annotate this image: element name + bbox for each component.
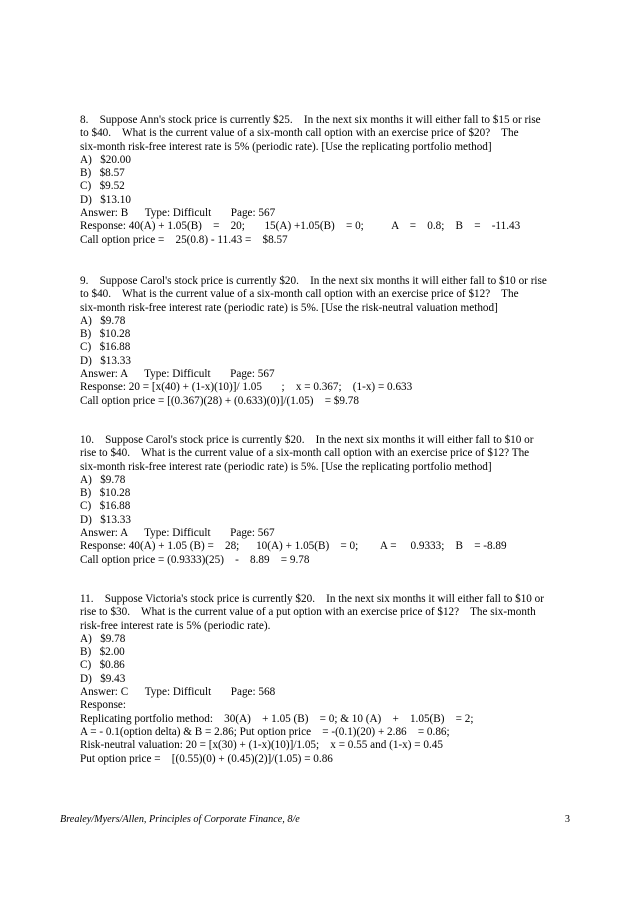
answer-line: Answer: A Type: Difficult Page: 567	[80, 527, 275, 540]
choice-d: D) $9.43	[80, 672, 126, 685]
question-text-line: six-month risk-free interest rate (periodic rate) is 5%. [Use the risk-neutral valuation method]	[80, 301, 498, 314]
choice-b: B) $10.28	[80, 328, 131, 341]
response-line: Put option price = [(0.55)(0) + (0.45)(2)]/(1.05) = 0.86	[80, 752, 333, 765]
question-text-line: six-month risk-free interest rate (periodic rate) is 5%. [Use the replicating portfolio method]	[80, 460, 492, 473]
choice-d: D) $13.10	[80, 193, 131, 206]
question-10	[80, 434, 560, 567]
question-9	[80, 275, 560, 408]
choice-c: C) $0.86	[80, 659, 125, 672]
choice-a: A) $9.78	[80, 314, 126, 327]
question-text-line: rise to $40. What is the current value of a six-month call option with an exercise price of $12? The	[80, 447, 530, 460]
question-text-line: 8. Suppose Ann's stock price is currently $25. In the next six months it will either fall to $15 or rise	[80, 114, 541, 126]
answer-line: Answer: A Type: Difficult Page: 567	[80, 368, 275, 381]
question-text-line: to $40. What is the current value of a six-month call option with an exercise price of $20? The	[80, 127, 519, 140]
choice-b: B) $2.00	[80, 646, 125, 659]
response-line: Response: 40(A) + 1.05(B) = 20; 15(A) +1.05(B) = 0; A = 0.8; B = -11.43	[80, 220, 521, 233]
question-text-line: 9. Suppose Carol's stock price is currently $20. In the next six months it will either fall to $10 or rise	[80, 275, 547, 287]
question-text-line: risk-free interest rate is 5% (periodic rate).	[80, 619, 271, 632]
response-line: Replicating portfolio method: 30(A) + 1.05 (B) = 0; & 10 (A) + 1.05(B) = 2;	[80, 712, 474, 725]
choice-a: A) $20.00	[80, 153, 131, 166]
response-line: A = - 0.1(option delta) & B = 2.86; Put option price = -(0.1)(20) + 2.86 = 0.86;	[80, 725, 450, 738]
choice-b: B) $10.28	[80, 487, 131, 500]
response-line: Response: 40(A) + 1.05 (B) = 28; 10(A) + 1.05(B) = 0; A = 0.9333; B = -8.89	[80, 540, 507, 553]
response-line: Call option price = 25(0.8) - 11.43 = $8.57	[80, 233, 288, 246]
choice-d: D) $13.33	[80, 513, 131, 526]
question-text-line: rise to $30. What is the current value of a put option with an exercise price of $12? The six-month	[80, 606, 536, 619]
question-11	[80, 593, 560, 766]
choice-c: C) $16.88	[80, 341, 131, 354]
choice-c: C) $16.88	[80, 500, 131, 513]
question-text-line: six-month risk-free interest rate is 5% (periodic rate). [Use the replicating portfolio method]	[80, 140, 492, 153]
choice-b: B) $8.57	[80, 167, 125, 180]
question-text-line: to $40. What is the current value of a six-month call option with an exercise price of $12? The	[80, 288, 519, 301]
response-line: Response: 20 = [x(40) + (1-x)(10)]/ 1.05 ; x = 0.367; (1-x) = 0.633	[80, 381, 413, 394]
response-line: Call option price = [(0.367)(28) + (0.633)(0)]/(1.05) = $9.78	[80, 394, 359, 407]
question-8	[80, 114, 560, 247]
page-number: 3	[564, 814, 570, 825]
choice-d: D) $13.33	[80, 354, 131, 367]
choice-c: C) $9.52	[80, 180, 125, 193]
question-text-line: 10. Suppose Carol's stock price is currently $20. In the next six months it will either fall to $10 or	[80, 434, 534, 446]
answer-line: Answer: B Type: Difficult Page: 567	[80, 207, 276, 220]
page-footer	[60, 814, 570, 825]
footer-book-title: Brealey/Myers/Allen, Principles of Corporate Finance, 8/e	[60, 814, 300, 825]
response-line: Call option price = (0.9333)(25) - 8.89 = 9.78	[80, 553, 310, 566]
response-line: Response:	[80, 699, 126, 712]
response-line: Risk-neutral valuation: 20 = [x(30) + (1-x)(10)]/1.05; x = 0.55 and (1-x) = 0.45	[80, 739, 443, 752]
choice-a: A) $9.78	[80, 473, 126, 486]
answer-line: Answer: C Type: Difficult Page: 568	[80, 686, 276, 699]
question-text-line: 11. Suppose Victoria's stock price is currently $20. In the next six months it will either fall to $10 or	[80, 593, 544, 605]
choice-a: A) $9.78	[80, 632, 126, 645]
